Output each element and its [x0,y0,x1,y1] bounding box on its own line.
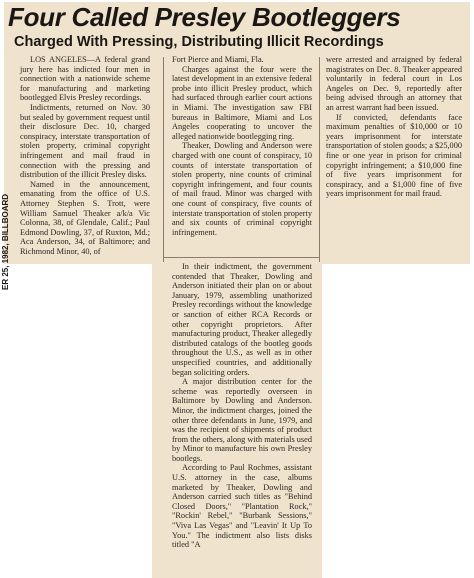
paragraph: Theaker, Dowling and Anderson were charged with one count of conspiracy, 10 counts of interstate transportation of stolen property, nine counts of criminal copyright infringement, and four counts of mail fraud. Minor was charged with one count of conspiracy, five counts of interstate transportation of stolen property and six counts of criminal copyright infringement. [172,141,312,237]
paragraph: Charges against the four were the latest development in an extensive federal probe into illicit Presley product, which had surfaced through earlier court actions in Miami. The investigation saw FBI bureaus in Baltimore, Miami and Los Angeles cooperating to uncover the alleged nationwide bootlegging ring. [172,64,312,141]
paragraph: In their indictment, the government contended that Theaker, Dowling and Anderson initiated their plan on or about January, 1979, assembling unathorized Presley recordings without the knowledge or sanction of either RCA Records or other copyright proprietors. After manufacturing product, Theaker allegedly distributed catalogs of the bootleg goods throughout the U.S., as well as in other unspecified countries, and additionally began soliciting orders. [172,262,312,377]
source-label-text: ER 25, 1982, BILLBOARD [1,193,10,290]
paragraph: Named in the announcement, emanating from the office of U.S. Attorney Stephen S. Trott, were William Samuel Theaker a/k/a Vic Colonna, 38, of Glendale, Calif.; Paul Edmond Dowling, 37, of Ruxton, Md.; Aca Anderson, 34, of Baltimore; and Richmond Minor, 40, of [20,179,150,256]
paragraph: If convicted, defendants face maximum penalties of $10,000 or 10 years imprisonment for interstate transportation of stolen goods; a $25,000 fine or one year in prison for criminal copyright infringement; a $10,000 fine of five years imprisonment for conspiracy, and a $1,000 fine of five years imprisonment for mail fraud. [326,112,462,199]
article-column-2-continued [172,262,312,576]
headline: Four Called Presley Bootleggers [8,2,401,32]
paragraph: LOS ANGELES—A federal grand jury here has indicted four men in connection with a nationwide scheme for manufacturing and marketing bootlegged Elvis Presley recordings. [20,55,150,103]
source-label [0,172,13,292]
section-rule [164,257,320,258]
column-rule [319,57,320,262]
paragraph: A major distribution center for the scheme was reportedly overseen in Baltimore by Dowling and Anderson. Minor, the indictment charges, joined the other three defendants in June, 1979, and was the recipient of shipments of product from the others, along with materials used by Minor to manufacture his own Presley bootlegs. [172,377,312,463]
column-rule [163,57,164,262]
article-column-3 [326,55,462,265]
paragraph: Indictments, returned on Nov. 30 but sealed by government request until their disclosure Dec. 10, charged conspiracy, interstate transportation of stolen property, criminal copyright infringement and mail fraud in connection with the pressing and distribution of the illicit Presley disks. [20,102,150,180]
article-column-2 [172,55,312,265]
paragraph: were arrested and arraigned by federal magistrates on Dec. 8. Theaker appeared voluntarily in federal court in Los Angeles on Dec. 9, reportedly after being advised through an attorney that an arrest warrant had been issued. [326,55,462,112]
subheadline: Charged With Pressing, Distributing Illicit Recordings [14,34,384,50]
paragraph: According to Paul Rochmes, assistant U.S. attorney in the case, albums marketed by Theaker, Dowling and Anderson carried such titles as "Behind Closed Doors," "Plantation Rock," "Rockin' Rebel," "Burbank Sessions," "Viva Las Vegas" and "Leavin' It Up To You." The indictment also lists disks titled "A [172,463,312,550]
paragraph: Fort Pierce and Miami, Fla. [172,55,264,64]
article-column-1 [20,55,150,277]
